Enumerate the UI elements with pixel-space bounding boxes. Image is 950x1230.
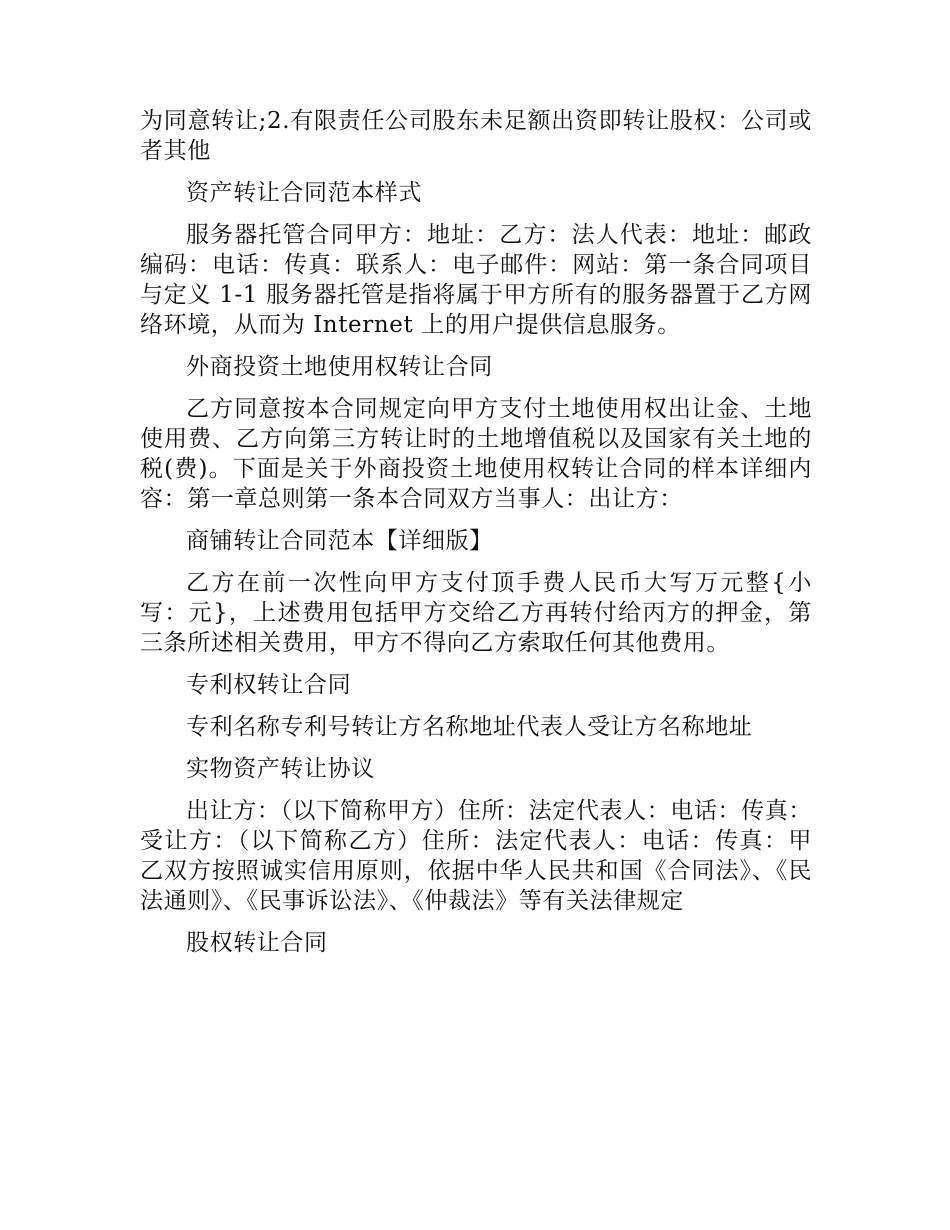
document-page [140,106,812,970]
heading-foreign-land-use-transfer: 外商投资土地使用权转让合同 [186,354,493,380]
heading-equity-transfer: 股权转让合同 [186,930,328,956]
paragraph-land-use-transfer: 乙方同意按本合同规定向甲方支付土地使用权出让金、土地使用费、乙方向第三方转让时的土地增值税以及国家有关土地的税(费)。下面是关于外商投资土地使用权转让合同的样本详细内容：第一章总则第一条本合同双方当事人：出让方： [140,396,812,512]
heading-patent-transfer: 专利权转让合同 [186,672,352,698]
heading-shop-transfer-template: 商铺转让合同范本【详细版】 [186,528,493,554]
paragraph-shop-transfer: 乙方在前一次性向甲方支付顶手费人民币大写万元整{小写：元}，上述费用包括甲方交给乙方再转付给丙方的押金，第三条所述相关费用，甲方不得向乙方索取任何其他费用。 [140,570,812,656]
paragraph-patent-transfer: 专利名称专利号转让方名称地址代表人受让方名称地址 [186,714,753,740]
paragraph-server-hosting: 服务器托管合同甲方：地址：乙方：法人代表：地址：邮政编码：电话：传真：联系人：电子邮件：网站：第一条合同项目与定义 1-1 服务器托管是指将属于甲方所有的服务器置于乙方网络环境，从而为 Internet 上的用户提供信息服务。 [140,222,812,338]
heading-physical-asset-transfer: 实物资产转让协议 [186,756,375,782]
paragraph-physical-asset-transfer: 出让方：（以下简称甲方）住所：法定代表人：电话：传真：受让方：（以下简称乙方）住所：法定代表人：电话：传真：甲乙双方按照诚实信用原则，依据中华人民共和国《合同法》、《民法通则》、《民事诉讼法》、《仲裁法》等有关法律规定 [140,798,812,914]
heading-asset-transfer-template: 资产转让合同范本样式 [186,180,422,206]
paragraph-continuation: 为同意转让;2.有限责任公司股东未足额出资即转让股权：公司或者其他 [140,108,812,164]
